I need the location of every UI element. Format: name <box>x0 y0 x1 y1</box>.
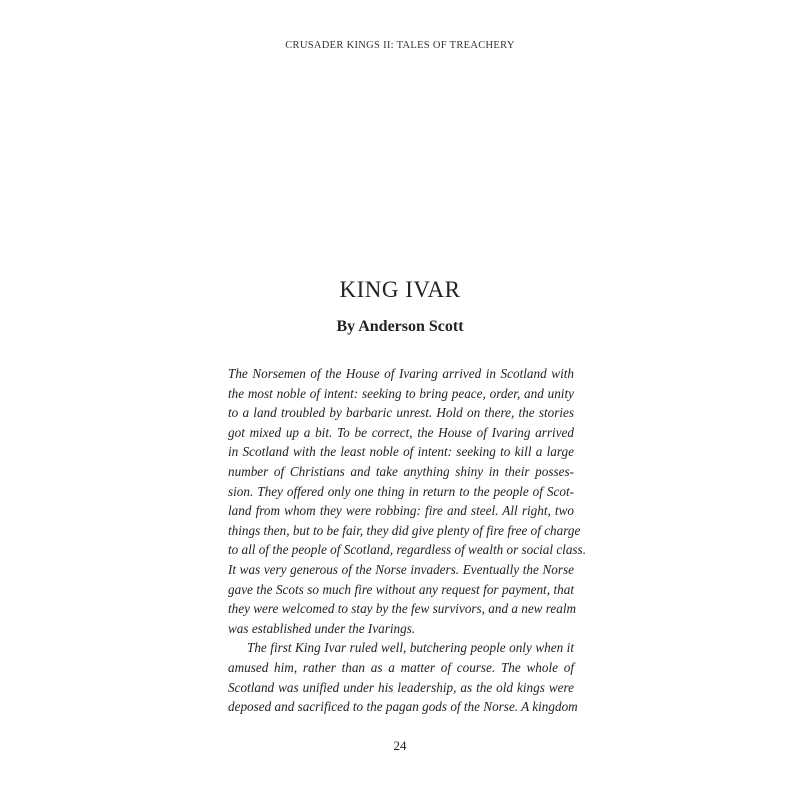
text-line: got mixed up a bit. To be correct, the House of Ivaring arrived <box>228 424 574 440</box>
text-line: amused him, rather than as a matter of course. The whole of <box>228 659 574 675</box>
text-line: in Scotland with the least noble of intent: seeking to kill a large <box>228 444 574 460</box>
text-line: The Norsemen of the House of Ivaring arrived in Scotland with <box>228 366 574 381</box>
text-line: Scotland was unified under his leadership, as the old kings were <box>228 679 574 695</box>
text-line: to a land troubled by barbaric unrest. Hold on there, the stories <box>228 405 574 421</box>
text-line: It was very generous of the Norse invaders. Eventually the Norse <box>228 561 574 577</box>
text-line: they were welcomed to stay by the few survivors, and a new realm <box>228 601 577 617</box>
text-line: sion. They offered only one thing in return to the people of Scot- <box>228 483 574 499</box>
text-line: the most noble of intent: seeking to bring peace, order, and unity <box>228 385 574 401</box>
text-line: was established under the Ivarings. <box>228 620 416 636</box>
text-line: to all of the people of Scotland, regardless of wealth or social class. <box>228 542 586 558</box>
running-header: CRUSADER KINGS II: TALES OF TREACHERY <box>285 40 515 51</box>
chapter-title: KING IVAR <box>339 277 461 302</box>
text-line: land from whom they were robbing: fire and steel. All right, two <box>228 503 574 519</box>
body-text <box>228 364 586 717</box>
author-byline: By Anderson Scott <box>336 318 464 335</box>
text-line: things then, but to be fair, they did give plenty of fire free of charge <box>228 522 581 538</box>
text-line: number of Christians and take anything shiny in their posses- <box>228 463 574 479</box>
text-line: gave the Scots so much fire without any request for payment, that <box>228 581 574 597</box>
text-line: The first King Ivar ruled well, butchering people only when it <box>247 640 574 656</box>
text-line: deposed and sacrificed to the pagan gods of the Norse. A kingdom <box>228 699 578 715</box>
page-number: 24 <box>393 738 407 753</box>
